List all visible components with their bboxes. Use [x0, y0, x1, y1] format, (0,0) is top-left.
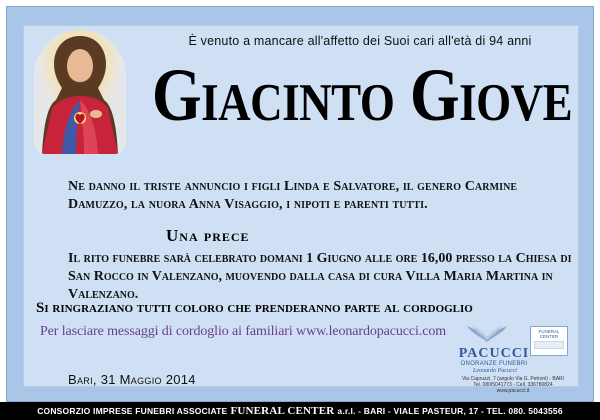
announcement-text: Ne danno il triste annuncio i figli Linda e Salvatore, il genero Carmine Damuzzo, la nuora Anna Visaggio, i nipoti e parenti tutti. — [68, 179, 518, 212]
footer-text-after: a.r.l. - BARI - VIALE PASTEUR, 17 - TEL. 080. 5043556 — [337, 406, 563, 416]
age-line: È venuto a mancare all'affetto dei Suoi cari all'età di 94 anni — [188, 34, 532, 48]
deceased-name: Giacinto Giove — [151, 52, 573, 137]
funeral-rite-text: Il rito funebre sarà celebrato domani 1 Giugno alle ore 16,00 presso la Chiesa di San Rocco in Valenzano, muovendo dalla casa di cura Villa Maria Martina in Valenzano. — [68, 251, 572, 302]
wings-logo-icon — [466, 322, 508, 344]
sacred-heart-image — [34, 30, 126, 154]
footer-brand: FUNERAL CENTER — [230, 405, 335, 417]
logo-address — [438, 376, 588, 394]
condolence-messages-line: Per lasciare messaggi di cordoglio ai familiari www.leonardopacucci.com — [40, 324, 447, 339]
funeral-center-badge — [530, 326, 568, 356]
logo-subtitle: ONORANZE FUNEBRI — [460, 361, 528, 367]
thanks-line: Si ringraziano tutti coloro che prenderanno parte al cordoglio — [36, 300, 473, 316]
logo-address-line2: Tel. 080/5041773 - Cell. 336780824 — [473, 382, 553, 388]
footer-text-before: CONSORZIO IMPRESE FUNEBRI ASSOCIATE — [37, 406, 228, 416]
sacred-heart-icon — [34, 30, 126, 154]
footer-bar — [0, 402, 600, 420]
logo-address-line1: Via Capruzzi, 7 (angolo Via G. Petroni) - BARI — [461, 376, 565, 382]
pacucci-logo — [438, 322, 588, 396]
badge-graphic — [534, 341, 564, 349]
notice-date: Bari, 31 Maggio 2014 — [68, 372, 196, 387]
logo-signature: Leonardo Pacucci — [473, 368, 517, 374]
logo-website: www.pacucci.it — [496, 388, 530, 394]
logo-name: PACUCCI — [458, 346, 530, 361]
badge-title: FUNERAL CENTER — [538, 329, 560, 339]
prece-heading: Una prece — [166, 226, 250, 245]
